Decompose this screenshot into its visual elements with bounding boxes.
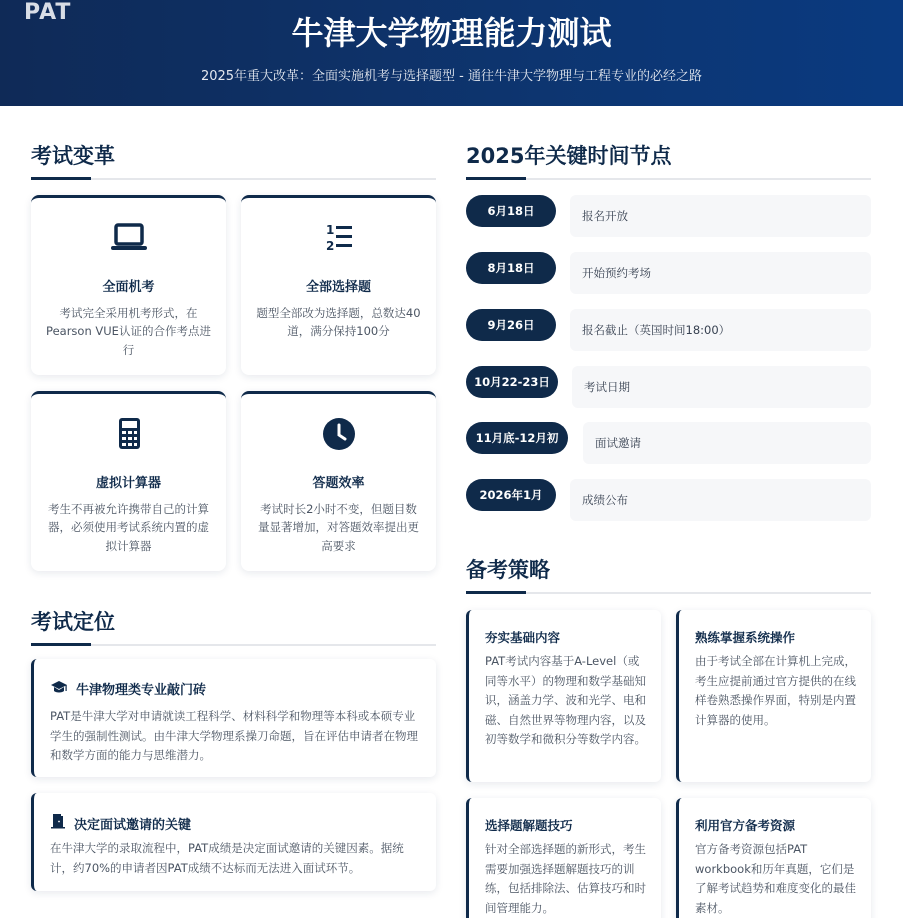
logo: PAT bbox=[24, 0, 72, 25]
calculator-icon bbox=[31, 416, 226, 452]
section-divider bbox=[31, 178, 436, 180]
timeline-date: 11月底-12月初 bbox=[466, 422, 568, 454]
strategy-desc: 针对全部选择题的新形式，考生需要加强选择题解题技巧的训练，包括排除法、估算技巧和时间管理能力。 bbox=[485, 842, 646, 915]
feature-title: 虚拟计算器 bbox=[95, 476, 161, 491]
timeline-event: 成绩公布 bbox=[570, 479, 871, 521]
clock-icon bbox=[241, 416, 436, 452]
timeline-date: 2026年1月 bbox=[466, 479, 556, 511]
laptop-icon bbox=[31, 220, 226, 256]
section-title-strategy: 备考策略 bbox=[466, 558, 550, 582]
page-subtitle: 2025年重大改革：全面实施机考与选择题型 - 通往牛津大学物理与工程专业的必经之路 bbox=[200, 69, 703, 84]
strategy-title: 利用官方备考资源 bbox=[695, 818, 796, 833]
page-title: 牛津大学物理能力测试 bbox=[291, 14, 612, 52]
timeline-event: 考试日期 bbox=[572, 366, 871, 408]
section-title-reform: 考试变革 bbox=[31, 144, 115, 168]
feature-title: 答题效率 bbox=[312, 476, 365, 491]
positioning-card-interview bbox=[31, 793, 436, 891]
section-divider bbox=[466, 178, 871, 180]
section-title-positioning: 考试定位 bbox=[31, 610, 115, 634]
feature-desc: 考生不再被允许携带自己的计算器，必须使用考试系统内置的虚拟计算器 bbox=[48, 502, 209, 553]
positioning-card-desc: 在牛津大学的录取流程中，PAT成绩是决定面试邀请的关键因素。据统计，约70%的申请者因PAT成绩不达标而无法进入面试环节。 bbox=[50, 841, 404, 875]
timeline-event: 报名开放 bbox=[570, 195, 871, 237]
timeline-date: 8月18日 bbox=[466, 252, 556, 284]
page-header bbox=[0, 0, 903, 106]
strategy-card-system bbox=[676, 610, 871, 782]
strategy-title: 选择题解题技巧 bbox=[485, 818, 573, 833]
strategy-card-foundation bbox=[466, 610, 661, 782]
feature-card-multiple-choice bbox=[241, 195, 436, 375]
feature-card-calculator bbox=[31, 391, 226, 571]
strategy-desc: 官方备考资源包括PAT workbook和历年真题，它们是了解考试趋势和难度变化的最佳素材。 bbox=[695, 842, 856, 915]
positioning-card-desc: PAT是牛津大学对申请就读工程科学、材料科学和物理等本科或本硕专业学生的强制性测试。由牛津大学物理系操刀命题，旨在评估申请者在物理和数学方面的能力与思维潜力。 bbox=[50, 709, 418, 763]
strategy-title: 夯实基础内容 bbox=[485, 630, 561, 645]
strategy-card-resources bbox=[676, 798, 871, 918]
svg-text:2: 2 bbox=[325, 239, 334, 253]
timeline-date: 9月26日 bbox=[466, 309, 556, 341]
strategy-title: 熟练掌握系统操作 bbox=[695, 630, 796, 645]
positioning-card-title: 牛津物理类专业敲门砖 bbox=[76, 683, 207, 698]
svg-text:1: 1 bbox=[325, 223, 334, 237]
main-content bbox=[0, 106, 903, 918]
feature-title: 全面机考 bbox=[102, 280, 155, 295]
graduation-cap-icon bbox=[50, 680, 68, 698]
strategy-card-techniques bbox=[466, 798, 661, 918]
timeline-event: 开始预约考场 bbox=[570, 252, 871, 294]
feature-card-computer bbox=[31, 195, 226, 375]
positioning-card-gateway bbox=[31, 659, 436, 777]
feature-title: 全部选择题 bbox=[305, 280, 371, 295]
section-divider bbox=[31, 644, 436, 646]
feature-desc: 题型全部改为选择题，总数达40道，满分保持100分 bbox=[256, 306, 421, 339]
timeline-date: 6月18日 bbox=[466, 195, 556, 227]
door-icon bbox=[50, 813, 66, 833]
feature-desc: 考试时长2小时不变，但题目数量显著增加，对答题效率提出更高要求 bbox=[258, 502, 419, 553]
strategy-desc: 由于考试全部在计算机上完成，考生应提前通过官方提供的在线样卷熟悉操作界面，特别是内置计算器的使用。 bbox=[695, 654, 856, 727]
section-title-timeline: 2025年关键时间节点 bbox=[466, 144, 672, 168]
positioning-card-title: 决定面试邀请的关键 bbox=[74, 817, 192, 833]
numbered-list-icon bbox=[241, 220, 436, 256]
timeline-event: 面试邀请 bbox=[583, 422, 871, 464]
feature-card-efficiency bbox=[241, 391, 436, 571]
section-divider bbox=[466, 592, 871, 594]
timeline-event: 报名截止（英国时间18:00） bbox=[570, 309, 871, 351]
timeline-date: 10月22-23日 bbox=[466, 366, 558, 398]
strategy-desc: PAT考试内容基于A-Level（或同等水平）的物理和数学基础知识，涵盖力学、波和光学、电和磁、自然世界等物理内容，以及初等数学和微积分等数学内容。 bbox=[485, 654, 646, 747]
feature-desc: 考试完全采用机考形式，在Pearson VUE认证的合作考点进行 bbox=[46, 306, 211, 357]
